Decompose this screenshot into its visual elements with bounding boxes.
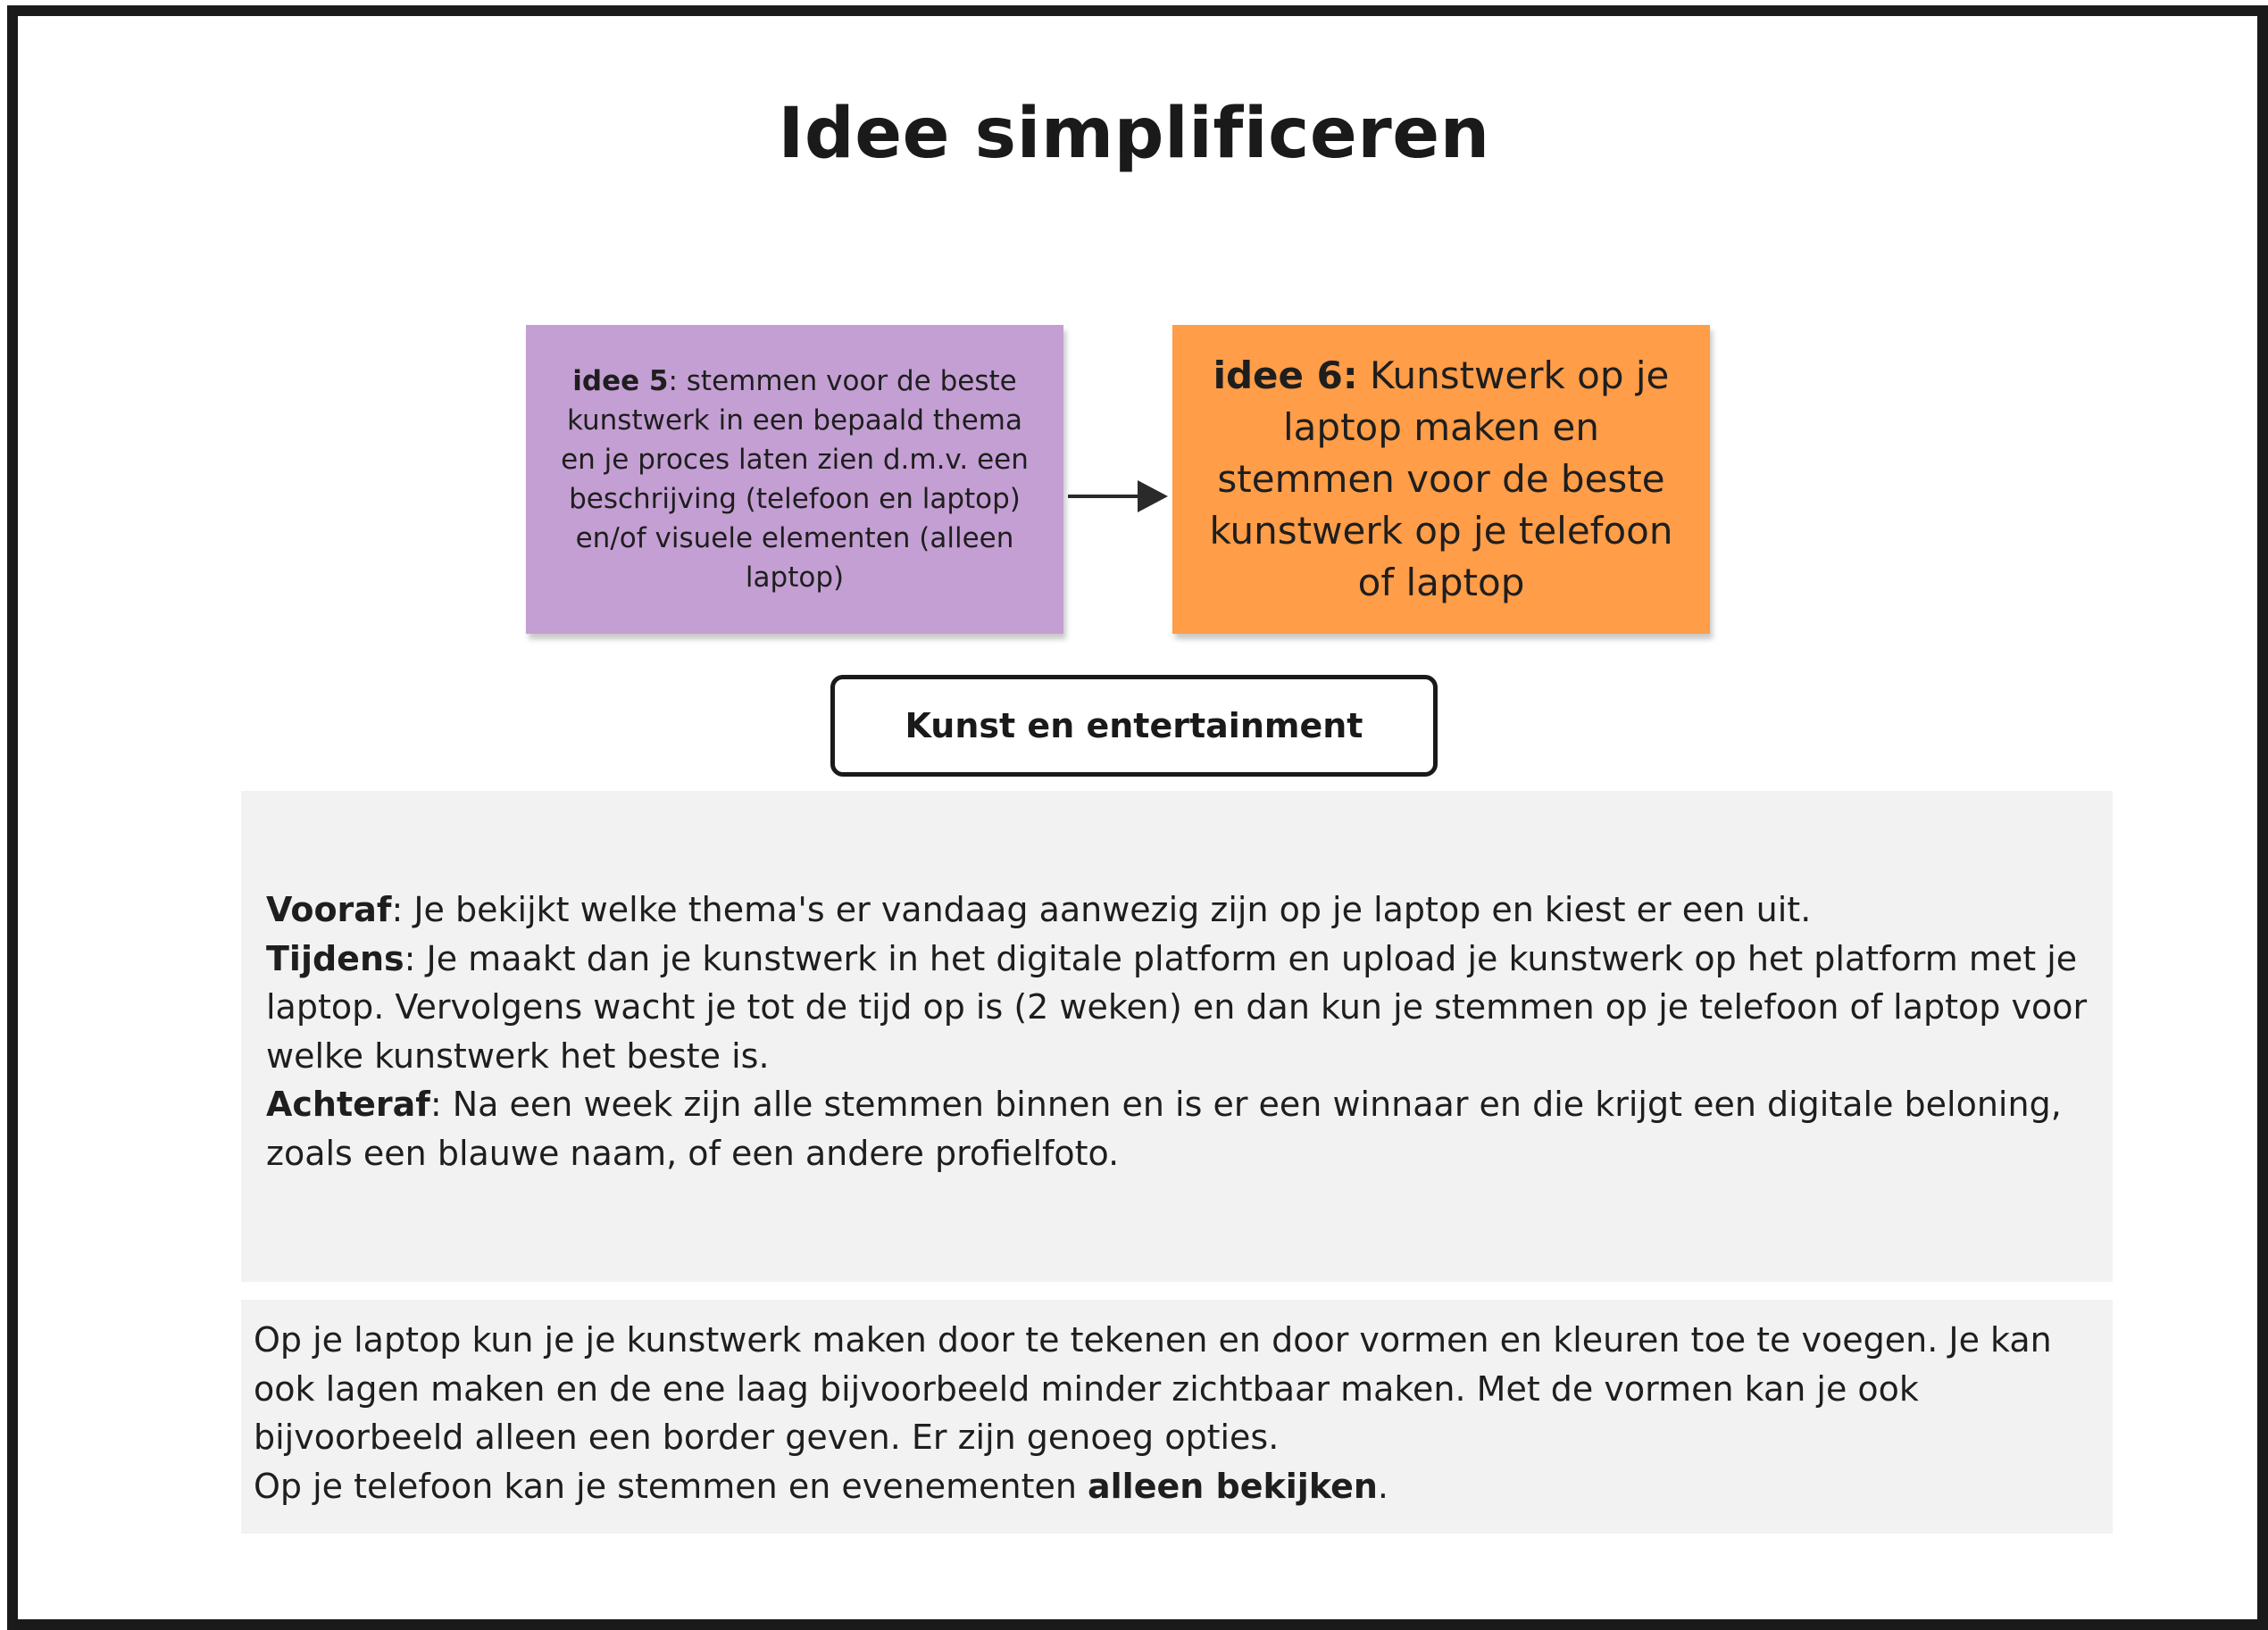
sticky-note-idea-5-text	[556, 362, 1033, 597]
step-before-label: Vooraf	[266, 890, 392, 929]
right-arrow-icon	[1066, 478, 1170, 514]
idea-6-label: idee 6:	[1213, 353, 1358, 397]
idea-6-description: Kunstwerk op je laptop maken en stemmen voor de beste kunstwerk op je telefoon of laptop	[1209, 353, 1673, 604]
step-during-label: Tijdens	[266, 938, 404, 978]
phone-info-line	[254, 1462, 2100, 1511]
step-after-label: Achteraf	[266, 1085, 430, 1124]
step-before	[266, 886, 2088, 935]
phone-info-prefix: Op je telefoon kan je stemmen en evenementen	[254, 1466, 1088, 1506]
idea-5-label: idee 5	[572, 365, 669, 397]
sticky-note-idea-6[interactable]	[1172, 325, 1710, 634]
step-after	[266, 1080, 2088, 1177]
journey-steps-panel[interactable]	[241, 791, 2113, 1282]
sticky-note-idea-6-text	[1205, 350, 1678, 609]
page-title: Idee simplificeren	[778, 94, 1490, 174]
step-after-text: : Na een week zijn alle stemmen binnen en is er een winnaar en die krijgt een digitale beloning, zoals een blauwe naam, of een andere profielfoto.	[266, 1085, 2062, 1173]
phone-info-emphasis: alleen bekijken	[1088, 1466, 1378, 1506]
sticky-note-idea-5[interactable]	[526, 325, 1063, 634]
laptop-info-text: Op je laptop kun je je kunstwerk maken door te tekenen en door vormen en kleuren toe te voegen. Je kan ook lagen maken en de ene laag bijvoorbeeld minder zichtbaar maken. Met de vormen kan je ook bijvoorbeeld alleen een border geven. Er zijn genoeg opties.	[254, 1320, 2052, 1457]
step-during-text: : Je maakt dan je kunstwerk in het digitale platform en upload je kunstwerk op het platform met je laptop. Vervolgens wacht je tot de tijd op is (2 weken) en dan kun je stemmen op je telefoon of laptop voor welke kunstwerk het beste is.	[266, 938, 2088, 1076]
device-info-panel[interactable]	[241, 1300, 2113, 1534]
category-label-box[interactable]: Kunst en entertainment	[830, 675, 1438, 777]
step-during	[266, 935, 2088, 1081]
idea-5-description: : stemmen voor de beste kunstwerk in een bepaald thema en je proces laten zien d.m.v. een beschrijving (telefoon en laptop) en/of visuele elementen (alleen laptop)	[561, 365, 1029, 594]
step-before-text: : Je bekijkt welke thema's er vandaag aanwezig zijn op je laptop en kiest er een uit.	[391, 890, 1812, 929]
phone-info-suffix: .	[1377, 1466, 1389, 1506]
